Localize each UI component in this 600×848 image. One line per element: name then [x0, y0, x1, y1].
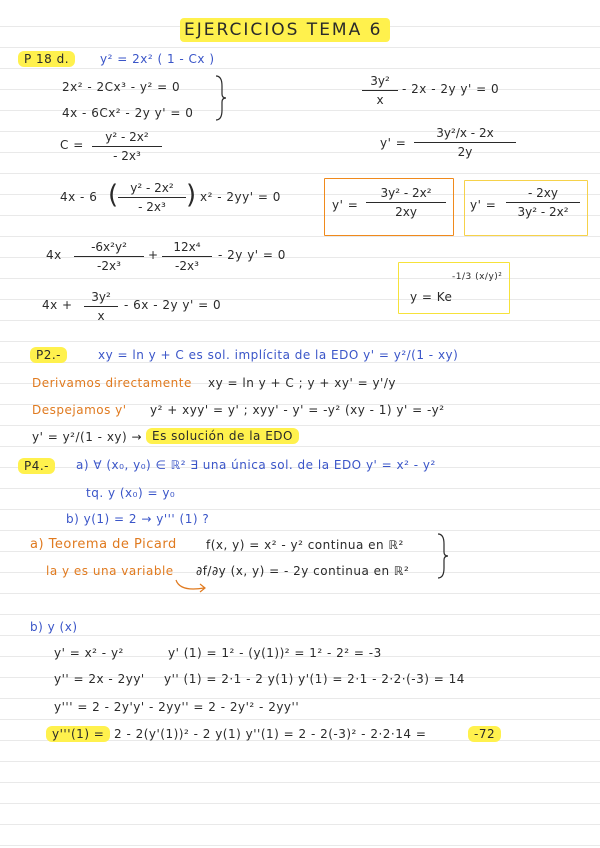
c-denominator: - 2x³ [113, 149, 141, 163]
s2-left: 4x [46, 248, 62, 262]
partb-l3: y''' = 2 - 2y'y' - 2yy'' = 2 - 2y'² - 2yy'' [54, 700, 300, 714]
p4-note: la y es una variable [46, 564, 174, 578]
p4-picard-label: a) Teorema de Picard [30, 537, 177, 552]
s2-numerator2: 12x⁴ [173, 240, 201, 254]
r1-denominator: x [376, 93, 384, 107]
c-equals: C = [60, 138, 84, 152]
s2-plus: + [148, 248, 159, 262]
partb-l1a: y' = x² - y² [54, 646, 124, 660]
r2-lhs: y' = [380, 136, 407, 150]
sub1-numerator: y² - 2x² [130, 181, 174, 195]
r5-solution: y = Ke [410, 290, 453, 304]
p18-label: P 18 d. [18, 51, 75, 67]
partb-l2b: y'' (1) = 2·1 - 2 y(1) y'(1) = 2·1 - 2·2·(-3) = 14 [164, 672, 465, 686]
s2-denominator2: -2x³ [175, 259, 199, 273]
p2-result-text: Es solución de la EDO [146, 428, 299, 444]
r4-denominator: 3y² - 2x² [517, 205, 569, 219]
r3-denominator: 2xy [395, 205, 417, 219]
p2-derive-eq: xy = ln y + C ; y + xy' = y'/y [208, 376, 396, 390]
paren-open: ( [108, 180, 119, 210]
r1-right: - 2x - 2y y' = 0 [402, 82, 500, 96]
p18-line2: 4x - 6Cx² - 2y y' = 0 [62, 106, 194, 120]
c-fraction [92, 130, 162, 163]
partb-l4a: y'''(1) = [46, 726, 110, 742]
r1-numerator: 3y² [370, 74, 390, 88]
sub1-fraction [118, 181, 186, 214]
r3-fraction [366, 186, 446, 219]
p18-line1: 2x² - 2Cx³ - y² = 0 [62, 80, 181, 94]
p4-picard-df: ∂f/∂y (x, y) = - 2y continua en ℝ² [196, 564, 410, 578]
s3-denominator: x [97, 309, 105, 323]
r3-lhs: y' = [332, 198, 359, 212]
partb-l4b: 2 - 2(y'(1))² - 2 y(1) y''(1) = 2 - 2(-3)² - 2·2·14 = [114, 727, 427, 741]
partb-label: b) y (x) [30, 620, 78, 634]
paren-close: ) [186, 180, 197, 210]
r2-numerator: 3y²/x - 2x [436, 126, 494, 140]
p2-result-eq: y' = y²/(1 - xy) → [32, 430, 143, 444]
brace-icon [436, 532, 450, 580]
p2-derive-label: Derivamos directamente [32, 376, 192, 390]
r3-numerator: 3y² - 2x² [380, 186, 432, 200]
r2-denominator: 2y [457, 145, 473, 159]
r5-exponent: -1/3 (x/y)² [452, 272, 503, 282]
sub1-right: x² - 2yy' = 0 [200, 190, 281, 204]
partb-l2a: y'' = 2x - 2yy' [54, 672, 145, 686]
arrow-icon [172, 576, 212, 598]
s3-fraction [84, 290, 118, 323]
page-title: EJERCICIOS TEMA 6 [184, 20, 383, 40]
s3-right: - 6x - 2y y' = 0 [124, 298, 222, 312]
p18-equation: y² = 2x² ( 1 - Cx ) [100, 52, 215, 66]
s2-fraction2 [162, 240, 212, 273]
s3-left: 4x + [42, 298, 73, 312]
p2-label: P2.- [30, 347, 67, 363]
r4-fraction [506, 186, 580, 219]
page-title-highlight [180, 18, 390, 42]
r4-numerator: - 2xy [528, 186, 558, 200]
p2-solve-label: Despejamos y' [32, 403, 127, 417]
sub1-left: 4x - 6 [60, 190, 98, 204]
r4-lhs: y' = [470, 198, 497, 212]
partb-l1b: y' (1) = 1² - (y(1))² = 1² - 2² = -3 [168, 646, 382, 660]
r1-fraction [362, 74, 398, 107]
p4-statement: a) ∀ (x₀, y₀) ∈ ℝ² ∃ una única sol. de la EDO y' = x² - y² [76, 458, 436, 472]
p4-tq: tq. y (x₀) = y₀ [86, 486, 176, 500]
sub1-denominator: - 2x³ [138, 200, 166, 214]
s2-numerator1: -6x²y² [91, 240, 127, 254]
p4-label: P4.- [18, 458, 55, 474]
r2-fraction [414, 126, 516, 159]
c-numerator: y² - 2x² [105, 130, 149, 144]
p2-solve-eq: y² + xyy' = y' ; xyy' - y' = -y² (xy - 1) y' = -y² [150, 403, 445, 417]
p2-statement: xy = ln y + C es sol. implícita de la EDO y' = y²/(1 - xy) [98, 348, 459, 362]
s2-right: - 2y y' = 0 [218, 248, 286, 262]
partb-answer: -72 [468, 726, 501, 742]
p4-picard-f: f(x, y) = x² - y² continua en ℝ² [206, 538, 404, 552]
s3-numerator: 3y² [91, 290, 111, 304]
s2-denominator1: -2x³ [97, 259, 121, 273]
brace-icon [214, 74, 228, 122]
s2-fraction1 [74, 240, 144, 273]
p4-part-b: b) y(1) = 2 → y''' (1) ? [66, 512, 210, 526]
